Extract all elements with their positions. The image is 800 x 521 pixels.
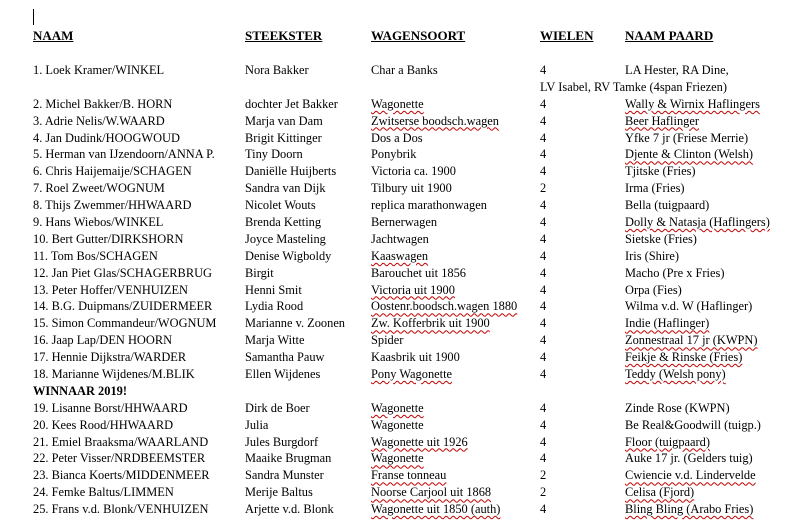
cell-naam-paard: Auke 17 jr. (Gelders tuig) (625, 451, 753, 466)
cell-steekster: Maaike Brugman (245, 451, 332, 466)
cell-wielen: 4 (540, 400, 547, 415)
cell-naam-paard: Be Real&Goodwill (tuigp.) (625, 417, 761, 432)
cell-naam-paard: Orpa (Fies) (625, 282, 682, 297)
cell-naam-paard: Djente & Clinton (Welsh) (625, 147, 754, 162)
cell-wagensoort: Wagonette uit 1926 (371, 434, 468, 449)
cell-steekster: Tiny Doorn (245, 147, 303, 162)
cell-steekster: Julia (245, 417, 269, 432)
winner-heading (0, 383, 800, 400)
cell-wielen: 4 (540, 299, 547, 314)
header-naam-paard: NAAM PAARD (625, 28, 714, 43)
cell-wagensoort: Oostenr.boodsch.wagen 1880 (371, 299, 518, 314)
cell-wagensoort: Kaaswagen (371, 248, 429, 263)
cell-wagensoort: Kaasbrik uit 1900 (371, 350, 460, 365)
cell-naam: 6. Chris Haijemaije/SCHAGEN (33, 164, 192, 179)
cell-naam-paard: Wilma v.d. W (Haflinger) (625, 299, 753, 314)
table-row (0, 130, 800, 147)
table-row (0, 366, 800, 383)
table-row (0, 332, 800, 349)
cell-naam: 7. Roel Zweet/WOGNUM (33, 181, 165, 196)
cell-wielen: 4 (540, 350, 547, 365)
cell-naam: 4. Jan Dudink/HOOGWOUD (33, 130, 180, 145)
header-wagensoort: WAGENSOORT (371, 28, 466, 43)
cell-naam: 24. Femke Baltus/LIMMEN (33, 485, 174, 500)
cell-steekster: Sandra Munster (245, 468, 324, 483)
table-row (0, 180, 800, 197)
cell-wielen: 4 (540, 130, 547, 145)
table-row (0, 113, 800, 130)
cell-steekster: Lydia Rood (245, 299, 304, 314)
table-row (0, 434, 800, 451)
cell-naam-paard: Teddy (Welsh pony) (625, 367, 726, 382)
cell-steekster: Jules Burgdorf (245, 434, 319, 449)
cell-steekster: Merije Baltus (245, 485, 313, 500)
cell-wagensoort: Char a Banks (371, 63, 438, 77)
cell-naam-paard: Beer Haflinger (625, 113, 699, 128)
cell-naam: 21. Emiel Braaksma/WAARLAND (33, 434, 209, 449)
table-row (0, 163, 800, 180)
cell-wielen: 4 (540, 316, 547, 331)
cell-naam: 18. Marianne Wijdenes/M.BLIK (33, 367, 195, 382)
cell-wielen: 4 (540, 434, 547, 449)
table-row (0, 501, 800, 518)
cell-naam-paard: Zonnestraal 17 jr (KWPN) (625, 333, 758, 348)
cell-wielen: 4 (540, 502, 547, 517)
cell-naam: 15. Simon Commandeur/WOGNUM (33, 316, 217, 331)
cell-naam-paard: Irma (Fries) (625, 181, 685, 196)
cell-wagensoort: Wagonette (371, 417, 424, 432)
cell-wielen: 4 (540, 147, 547, 162)
table-row (0, 315, 800, 332)
cell-wagensoort: Ponybrik (371, 147, 417, 162)
header-naam: NAAM (33, 28, 74, 43)
cell-wielen: 2 (540, 468, 547, 483)
cell-steekster: Dirk de Boer (245, 400, 310, 415)
cell-wielen: 4 (540, 113, 547, 128)
cell-naam: 2. Michel Bakker/B. HORN (33, 96, 173, 111)
cell-steekster: Ellen Wijdenes (245, 367, 321, 382)
cell-steekster: Henni Smit (245, 282, 302, 297)
cell-naam: 12. Jan Piet Glas/SCHAGERBRUG (33, 265, 212, 280)
table-row (0, 349, 800, 366)
cell-steekster: Marianne v. Zoonen (245, 316, 346, 331)
cell-steekster: Marja Witte (245, 333, 305, 348)
cell-naam: 16. Jaap Lap/DEN HOORN (33, 333, 173, 348)
cell-steekster: Nicolet Wouts (245, 198, 316, 213)
table-row (0, 282, 800, 299)
cell-wagensoort: Tilbury uit 1900 (371, 181, 452, 196)
header-steekster: STEEKSTER (245, 28, 323, 43)
cell-naam-paard: Tjitske (Fries) (625, 164, 696, 179)
table-row (0, 400, 800, 417)
header-wielen: WIELEN (540, 28, 594, 43)
cell-naam: 19. Lisanne Borst/HHWAARD (33, 400, 188, 415)
table-row (0, 298, 800, 315)
cell-steekster: Marja van Dam (245, 113, 323, 128)
cell-wagensoort: Jachtwagen (371, 231, 429, 246)
cell-wielen: 4 (540, 215, 547, 230)
cell-steekster: Brenda Ketting (245, 215, 322, 230)
cell-wagensoort: Spider (371, 333, 404, 348)
table-row (0, 467, 800, 484)
table-row (0, 248, 800, 265)
table-row (0, 62, 800, 79)
cell-wielen: 4 (540, 198, 547, 213)
cell-naam: 25. Frans v.d. Blonk/VENHUIZEN (33, 502, 209, 517)
cell-naam: 10. Bert Gutter/DIRKSHORN (33, 231, 184, 246)
cell-wagensoort: Zw. Kofferbrik uit 1900 (371, 316, 490, 331)
cell-naam-paard: Celisa (Fjord) (625, 485, 695, 500)
cell-naam: 23. Bianca Koerts/MIDDENMEER (33, 468, 210, 483)
cell-wielen: 4 (540, 96, 547, 111)
text-cursor (33, 9, 34, 25)
cell-steekster: Arjette v.d. Blonk (245, 502, 334, 517)
cell-naam: 1. Loek Kramer/WINKEL (33, 63, 165, 77)
cell-naam-paard: Macho (Pre x Fries) (625, 265, 725, 280)
cell-wagensoort: Pony Wagonette (371, 367, 453, 382)
cell-wielen: 4 (540, 282, 547, 297)
cell-naam-paard: Bella (tuigpaard) (625, 198, 710, 213)
cell-naam-paard: Bling Bling (Arabo Fries) (625, 502, 754, 517)
cell-steekster: Birgit (245, 265, 274, 280)
cell-naam-paard: Sietske (Fries) (625, 231, 697, 246)
cell-wielen: 4 (540, 367, 547, 382)
cell-naam-paard: Yfke 7 jr (Friese Merrie) (625, 130, 749, 145)
cell-naam: 17. Hennie Dijkstra/WARDER (33, 350, 187, 365)
cell-steekster: Sandra van Dijk (245, 181, 326, 196)
cell-wielen: 4 (540, 265, 547, 280)
cell-naam: 11. Tom Bos/SCHAGEN (33, 248, 158, 263)
cell-wielen: 4 (540, 451, 547, 466)
cell-naam-paard: Iris (Shire) (625, 248, 680, 263)
cell-naam-paard: Wally & Wirnix Haflingers (625, 96, 760, 111)
cell-steekster: Nora Bakker (245, 63, 309, 77)
cell-naam: 3. Adrie Nelis/W.WAARD (33, 113, 165, 128)
cell-naam: 9. Hans Wiebos/WINKEL (33, 215, 164, 230)
cell-steekster: Brigit Kittinger (245, 130, 322, 145)
table-row (0, 214, 800, 231)
cell-naam-paard: Cwiencie v.d. Lindervelde (625, 468, 756, 483)
cell-wagensoort: Franse tonneau (371, 468, 447, 483)
cell-wagensoort: Zwitserse boodsch.wagen (371, 113, 500, 128)
cell-naam: 8. Thijs Zwemmer/HHWAARD (33, 198, 192, 213)
cell-steekster: Daniëlle Huijberts (245, 164, 337, 179)
winner-label: WINNAAR 2019! (33, 383, 127, 398)
cell-naam-paard-continuation: LV Isabel, RV Tamke (4span Friezen) (540, 79, 727, 94)
cell-wielen: 4 (540, 63, 547, 77)
table-row (0, 231, 800, 248)
table-row (0, 146, 800, 163)
participant-table (0, 62, 800, 518)
cell-wielen: 4 (540, 248, 547, 263)
cell-naam: 5. Herman van IJzendoorn/ANNA P. (33, 147, 215, 162)
table-row (0, 484, 800, 501)
table-row (0, 450, 800, 467)
cell-naam-paard: Indie (Haflinger) (625, 316, 710, 331)
cell-steekster: Joyce Masteling (245, 231, 326, 246)
cell-wagensoort: Victoria ca. 1900 (371, 164, 456, 179)
cell-naam: 13. Peter Hoffer/VENHUIZEN (33, 282, 188, 297)
table-row (0, 79, 800, 96)
cell-naam: 22. Peter Visser/NRDBEEMSTER (33, 451, 206, 466)
cell-naam: 20. Kees Rood/HHWAARD (33, 417, 174, 432)
cell-wagensoort: Wagonette uit 1850 (auth) (371, 502, 501, 517)
cell-steekster: Denise Wigboldy (245, 248, 332, 263)
table-row (0, 96, 800, 113)
cell-naam: 14. B.G. Duipmans/ZUIDERMEER (33, 299, 213, 314)
cell-wielen: 4 (540, 333, 547, 348)
table-row (0, 197, 800, 214)
cell-wagensoort: Barouchet uit 1856 (371, 265, 466, 280)
cell-wielen: 2 (540, 181, 547, 196)
cell-wagensoort: Dos a Dos (371, 130, 423, 145)
table-row (0, 417, 800, 434)
cell-wielen: 2 (540, 485, 547, 500)
cell-wagensoort: replica marathonwagen (371, 198, 487, 213)
cell-wagensoort: Noorse Carjool uit 1868 (371, 485, 492, 500)
cell-wielen: 4 (540, 231, 547, 246)
cell-wagensoort: Wagonette (371, 400, 424, 415)
cell-steekster: Samantha Pauw (245, 350, 325, 365)
cell-naam-paard: Zinde Rose (KWPN) (625, 400, 730, 415)
table-row (0, 265, 800, 282)
cell-naam-paard: Dolly & Natasja (Haflingers) (625, 215, 770, 230)
cell-wagensoort: Wagonette (371, 451, 424, 466)
cell-wielen: 4 (540, 164, 547, 179)
cell-wielen: 4 (540, 417, 547, 432)
cell-naam-paard: LA Hester, RA Dine, (625, 63, 729, 77)
cell-wagensoort: Bernerwagen (371, 215, 438, 230)
cell-naam-paard: Feikje & Rinske (Fries) (625, 350, 743, 365)
cell-steekster: dochter Jet Bakker (245, 96, 338, 111)
cell-wagensoort: Victoria uit 1900 (371, 282, 455, 297)
cell-wagensoort: Wagonette (371, 96, 424, 111)
cell-naam-paard: Floor (tuigpaard) (625, 434, 710, 449)
